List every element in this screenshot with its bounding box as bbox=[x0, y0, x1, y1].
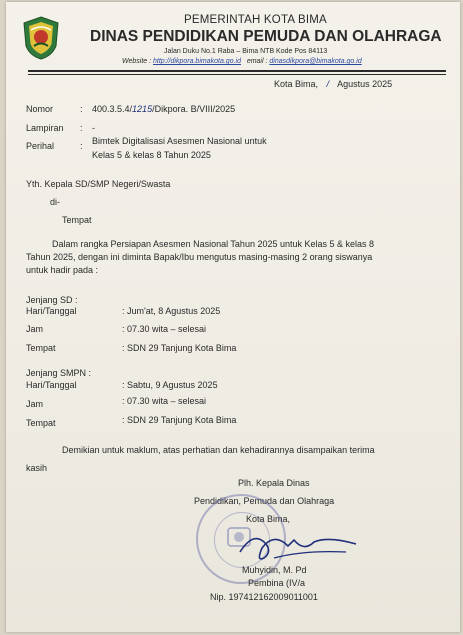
signature-title-2: Pendidikan, Pemuda dan Olahraga bbox=[194, 496, 335, 506]
letterhead-rule-thin bbox=[28, 74, 446, 75]
letterhead-rule-thick bbox=[28, 70, 446, 72]
smp-hari-value: : Sabtu, 9 Agustus 2025 bbox=[122, 380, 218, 390]
closing-line1: Demikian untuk maklum, atas perhatian dan kehadirannya disampaikan terima bbox=[62, 445, 375, 455]
government-crest-logo bbox=[22, 16, 60, 60]
addressee-di: di- bbox=[50, 197, 61, 207]
smp-tempat-value: : SDN 29 Tanjung Kota Bima bbox=[122, 415, 237, 425]
body-line1: Dalam rangka Persiapan Asesmen Nasional Tahun 2025 untuk Kelas 5 & kelas 8 bbox=[52, 239, 375, 249]
smp-tempat-label: Tempat bbox=[26, 418, 56, 428]
perihal-colon: : bbox=[80, 141, 83, 151]
smp-jam-label: Jam bbox=[26, 399, 44, 409]
sd-hari-value: : Jum'at, 8 Agustus 2025 bbox=[122, 306, 221, 316]
date-place: Kota Bima, bbox=[274, 79, 319, 89]
sd-jam-label: Jam bbox=[26, 324, 44, 334]
smp-heading: Jenjang SMPN : bbox=[26, 368, 92, 378]
lampiran-value: - bbox=[92, 123, 95, 133]
signatory-nip: Nip. 197412162009011001 bbox=[210, 592, 318, 602]
sd-jam-value: : 07.30 wita – selesai bbox=[122, 324, 207, 334]
closing-line2: kasih bbox=[26, 463, 48, 473]
letterhead-government: PEMERINTAH KOTA BIMA bbox=[184, 14, 327, 26]
sd-tempat-label: Tempat bbox=[26, 343, 56, 353]
website-label: Website : bbox=[122, 58, 152, 65]
lampiran-colon: : bbox=[80, 123, 83, 133]
nomor-colon: : bbox=[80, 104, 83, 114]
body-line2: Tahun 2025, dengan ini diminta Bapak/Ibu mengutus masing-masing 2 orang siswanya bbox=[26, 252, 373, 262]
letter-date bbox=[274, 79, 392, 89]
email-link[interactable]: dinasdikpora@bimakota.go.id bbox=[269, 58, 362, 65]
nomor-value bbox=[92, 104, 235, 114]
nomor-handwritten: 1215 bbox=[132, 104, 153, 114]
nomor-suffix: /Dikpora. B/VIII/2025 bbox=[152, 104, 236, 114]
signature-title-3: Kota Bima, bbox=[246, 514, 291, 524]
date-month-year: Agustus 2025 bbox=[337, 79, 393, 89]
smp-hari-label: Hari/Tanggal bbox=[26, 380, 77, 390]
letterhead-contact bbox=[122, 58, 362, 65]
addressee-recipient: Yth. Kepala SD/SMP Negeri/Swasta bbox=[26, 179, 171, 189]
letter-page bbox=[6, 2, 460, 632]
addressee-tempat: Tempat bbox=[62, 215, 92, 225]
sd-heading: Jenjang SD : bbox=[26, 295, 78, 305]
letterhead-address: Jalan Duku No.1 Raba – Bima NTB Kode Pos 84113 bbox=[164, 48, 328, 55]
nomor-prefix: 400.3.5.4/ bbox=[92, 104, 133, 114]
signatory-name: Muhyidin, M. Pd bbox=[242, 565, 307, 575]
nomor-label: Nomor bbox=[26, 104, 54, 114]
body-line3: untuk hadir pada : bbox=[26, 265, 99, 275]
email-label: email : bbox=[246, 58, 268, 65]
date-day-handwritten: / bbox=[326, 79, 330, 89]
signatory-rank: Pembina (IV/a bbox=[248, 578, 306, 588]
sd-hari-label: Hari/Tanggal bbox=[26, 306, 77, 316]
letterhead-department: DINAS PENDIDIKAN PEMUDA DAN OLAHRAGA bbox=[90, 28, 442, 45]
sd-tempat-value: : SDN 29 Tanjung Kota Bima bbox=[122, 343, 237, 353]
perihal-line2: Kelas 5 & kelas 8 Tahun 2025 bbox=[92, 150, 211, 160]
perihal-label: Perihal bbox=[26, 141, 55, 151]
smp-jam-value: : 07.30 wita – selesai bbox=[122, 396, 207, 406]
website-link[interactable]: http://dikpora.bimakota.go.id bbox=[153, 58, 241, 65]
lampiran-label: Lampiran bbox=[26, 123, 64, 133]
perihal-line1: Bimtek Digitalisasi Asesmen Nasional untuk bbox=[92, 136, 267, 146]
signature-title-1: Plh. Kepala Dinas bbox=[238, 478, 310, 488]
